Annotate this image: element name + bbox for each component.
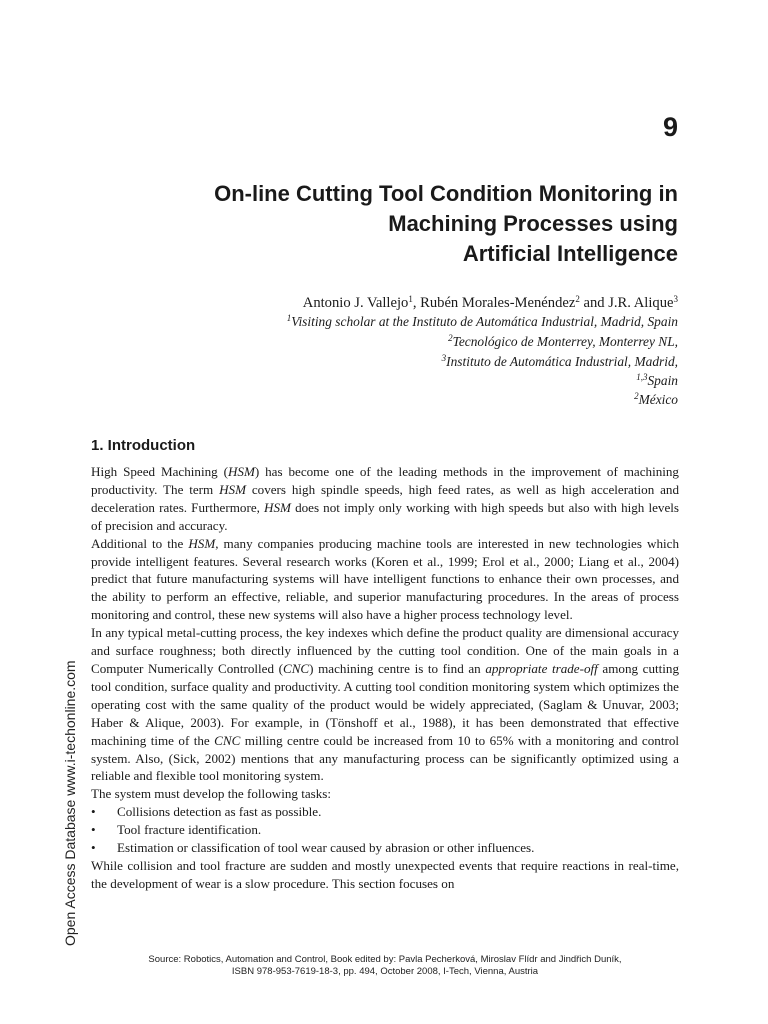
paragraph xyxy=(91,463,679,535)
paragraph: While collision and tool fracture are sudden and mostly unexpected events that require reactions in real-time, the development of wear is a slow procedure. This section focuses on xyxy=(91,857,679,891)
affiliation-line xyxy=(78,309,678,331)
list-item-text: Estimation or classification of tool wear caused by abrasion or other influences. xyxy=(117,840,535,856)
text-run: High Speed Machining ( xyxy=(91,464,228,479)
footer-line: Source: Robotics, Automation and Control, Book edited by: Pavla Pecherková, Miroslav Flídr and Jindřich Duník, xyxy=(148,954,622,965)
title-line-1: On-line Cutting Tool Condition Monitoring in xyxy=(214,181,678,206)
author-affiliation-mark: 1 xyxy=(408,294,413,304)
affiliation-line xyxy=(78,387,678,409)
author-name: Antonio J. Vallejo xyxy=(302,295,409,311)
list-item-text: Collisions detection as fast as possible. xyxy=(117,804,322,820)
chapter-number: 9 xyxy=(662,112,678,142)
bullet-icon: • xyxy=(91,822,96,838)
paragraph xyxy=(91,624,679,785)
author-name: J.R. Alique xyxy=(608,295,674,311)
emphasis: CNC xyxy=(282,660,310,676)
affiliation-text: Spain xyxy=(647,373,678,388)
affiliation-text: Visiting scholar at the Instituto de Automática Industrial, Madrid, Spain xyxy=(291,314,678,329)
author-name: Rubén Morales-Menéndez xyxy=(420,295,576,311)
author-affiliation-mark: 2 xyxy=(575,294,580,304)
text-run: Additional to the xyxy=(91,535,189,551)
emphasis: HSM xyxy=(219,481,246,497)
list-item-text: Tool fracture identification. xyxy=(117,822,262,838)
affiliation-line xyxy=(78,329,678,351)
author-affiliation-mark: 3 xyxy=(673,294,678,304)
task-list xyxy=(91,803,679,857)
affiliation-text: Tecnológico de Monterrey, Monterrey NL, xyxy=(452,334,678,349)
chapter-title xyxy=(78,179,678,269)
text-run: covers high spindle speeds, high feed rates, as well as high acceleration and deceleration rates. Furthermore, xyxy=(91,481,679,515)
section-heading: 1. Introduction xyxy=(91,437,196,454)
text-run: , many companies producing machine tools are interested in new technologies which provide intelligent features. Several research works (Koren et al., 1999; Erol et al., 2000; Liang et al., 2004) predict that future manufacturing systems will have intelligent functions to enhance their own processes, and the ability to perform an effective, reliable, and superior manufacturing procedures. In the areas of process monitoring and control, these new systems will also have a higher process technology level. xyxy=(91,535,679,623)
affiliation-mark: 2 xyxy=(448,333,453,343)
author-separator: and xyxy=(579,295,609,311)
footer-line: ISBN 978-953-7619-18-3, pp. 494, October 2008, I-Tech, Vienna, Austria xyxy=(231,966,539,977)
affiliation-mark: 1,3 xyxy=(636,372,648,382)
title-line-3: Artificial Intelligence xyxy=(462,241,678,266)
author-separator: , xyxy=(412,295,421,311)
text-run: ) has become one of the leading methods in the improvement of machining productivity. The term xyxy=(91,464,679,497)
emphasis: HSM xyxy=(264,499,291,515)
text-run: In any typical metal-cutting process, the key indexes which define the product quality are dimensional accuracy and surface roughness; both directly influenced by the cutting tool condition. One of the main goals in a Computer Numerically Controlled ( xyxy=(91,625,679,676)
bullet-icon: • xyxy=(91,804,96,820)
body-text xyxy=(91,463,679,893)
text-run: milling centre could be increased from 10 to 65% with a monitoring and control system. Also, (Sick, 2002) mentions that any manufacturing process can be significantly optimized using a reliable and flexible tool monitoring system. xyxy=(91,732,680,784)
affiliation-mark: 3 xyxy=(441,353,447,363)
text-run: ) machining centre is to find an xyxy=(309,660,486,676)
paragraph: The system must develop the following tasks: xyxy=(91,786,332,802)
affiliation-mark: 1 xyxy=(286,313,292,323)
text-run: among cutting tool condition, surface quality and productivity. A cutting tool condition monitoring system which optimizes the operating cost with the same quality of the product would be widely appreciated, (Saglam & Unuvar, 2003; Haber & Alique, 2003). For example, in (Tönshoff et al., 1988), it has been demonstrated that effective machining time of the xyxy=(91,660,680,748)
affiliation-text: Instituto de Automática Industrial, Madrid, xyxy=(446,354,678,369)
database-watermark: Open Access Database www.i-techonline.com xyxy=(62,660,78,946)
list-item xyxy=(91,839,679,857)
affiliation-text: México xyxy=(638,392,678,407)
emphasis: HSM xyxy=(227,464,255,479)
emphasis: appropriate trade-off xyxy=(485,660,598,676)
emphasis: HSM xyxy=(188,535,216,551)
text-run: does not imply only working with high speeds but also with high levels of precision and accuracy. xyxy=(91,499,679,533)
paragraph xyxy=(91,535,679,625)
list-item xyxy=(91,821,679,839)
affiliation-mark: 2 xyxy=(634,391,639,401)
bullet-icon: • xyxy=(91,840,96,856)
source-footer xyxy=(91,954,679,978)
list-item xyxy=(91,803,679,821)
emphasis: CNC xyxy=(214,732,241,748)
title-line-2: Machining Processes using xyxy=(388,211,678,236)
